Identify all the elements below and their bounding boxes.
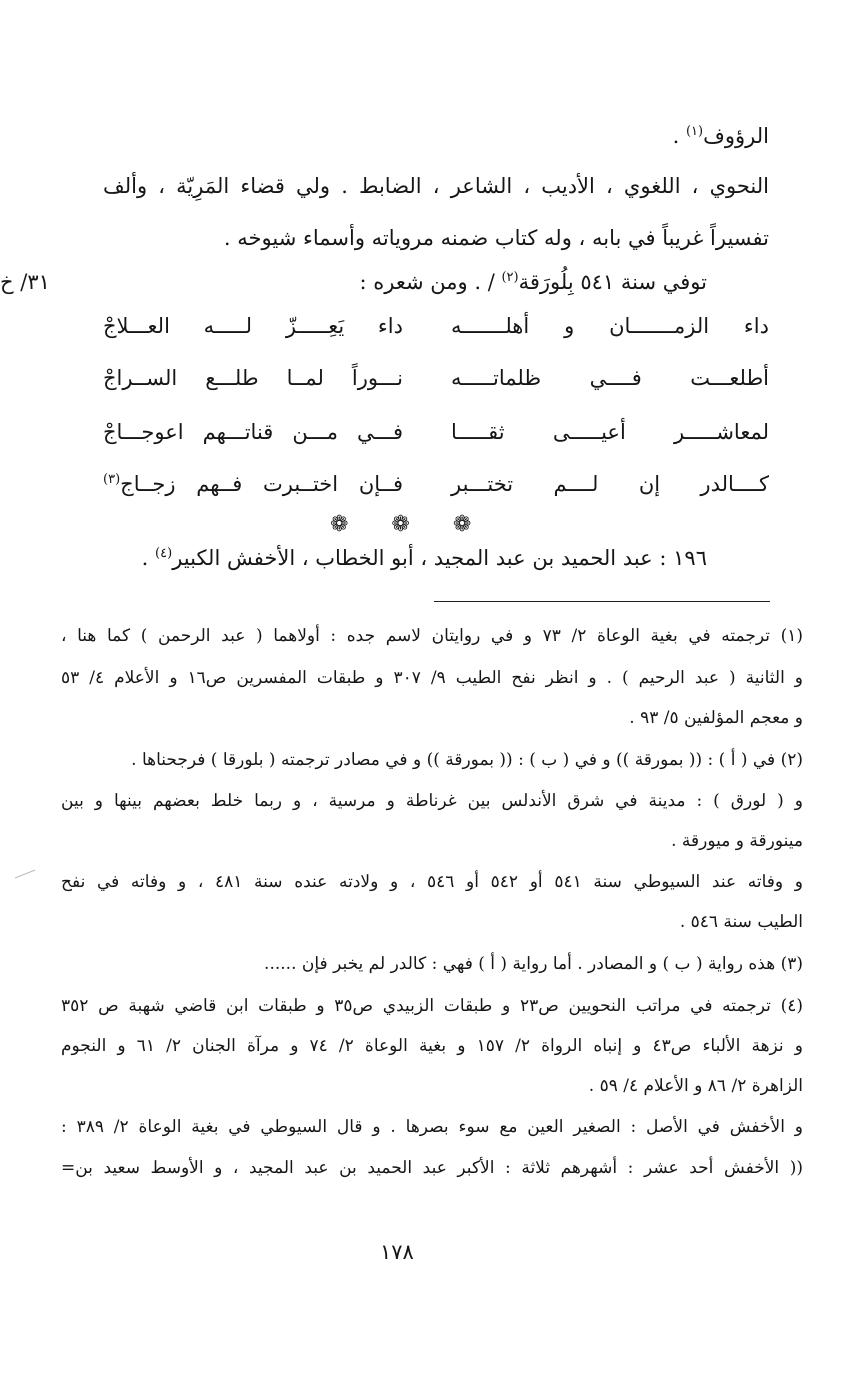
verse-second-hemistich: داء يَعِـــــزّ لـــــه العـــلاجْ <box>103 314 403 338</box>
verse-second-hemistich: فـــي مـــن قناتـــهم اعوجـــاجْ <box>103 420 403 444</box>
verse-first-hemistich: داء الزمـــــــان و أهلـــــــه <box>451 314 769 338</box>
poem-verse <box>103 368 769 404</box>
footnote-line: الطيب سنة ٥٤٦ . <box>679 912 803 932</box>
section-separator: ❁ ❁ ❁ <box>330 512 490 537</box>
footnote-line: (٤) ترجمته في مراتب النحويين ص٢٣ و طبقات الزبيدي ص٣٥ و طبقات ابن قاضي شهبة ص ٣٥٢ <box>61 996 803 1016</box>
bio-line-2: تفسيراً غريباً في بابه ، وله كتاب ضمنه مروياته وأسماء شيوخه . <box>223 226 769 250</box>
poem-verse <box>103 316 769 352</box>
footnote-line: و ( لورق ) : مدينة في شرق الأندلس بين غرناطة و مرسية ، و ربما خلط بعضهم بينها و بين <box>61 791 803 811</box>
footnote-line: (( الأخفش أحد عشر : أشهرهم ثلاثة : الأكبر عبد الحميد بن عبد المجيد ، و الأوسط سعيد بن= <box>61 1158 803 1178</box>
footnote-line: و معجم المؤلفين ٥/ ٩٣ . <box>629 708 803 728</box>
footnote-line: (٢) في ( أ ) : (( بمورقة )) و في ( ب ) : (( بمورقة )) و في مصادر ترجمته ( بلورقا ) فرجحناها . <box>131 750 803 770</box>
death-line <box>360 272 707 293</box>
footnote-line: و وفاته عند السيوطي سنة ٥٤١ أو ٥٤٢ أو ٥٤٦ ، و ولادته عنده سنة ٤٨١ ، و وفاته في نفح <box>61 872 803 892</box>
verse-second-hemistich: نـــوراً لمــا طلـــع الســراجْ <box>103 366 403 390</box>
footnote-line: (١) ترجمته في بغية الوعاة ٢/ ٧٣ و في روايتان لاسم جده : أولاهما ( عبد الرحمن ) كما هنا ، <box>61 626 803 646</box>
footnote-ref-4: (٤) <box>155 546 173 562</box>
page-number: ١٧٨ <box>380 1240 414 1264</box>
entry-heading <box>142 548 707 569</box>
footnote-ref-1: (١) <box>685 124 704 140</box>
footnote-line: و الأخفش في الأصل : الصغير العين مع سوء بصرها . و قال السيوطي في بغية الوعاة ٢/ ٣٨٩ : <box>61 1117 803 1137</box>
verse-first-hemistich: كــــالدر إن لــــم تختـــبر <box>451 472 769 496</box>
footnote-divider <box>434 601 770 602</box>
footnote-line: (٣) هذه رواية ( ب ) و المصادر . أما رواية ( أ ) فهي : كالدر لم يخبر فإن ...... <box>264 954 803 974</box>
footnote-ref-2: (٢) <box>501 270 519 286</box>
verse-first-hemistich: لمعاشـــــر أعيـــــى ثقـــــا <box>451 420 769 444</box>
margin-pencil-mark <box>14 868 36 880</box>
footnote-ref-3: (٣) <box>103 472 121 488</box>
entry-title: عبد الحميد بن عبد المجيد ، أبو الخطاب ، الأخفش الكبير <box>172 546 653 570</box>
continuation-line: الرؤوف$^{(١)}$ . <box>672 124 769 148</box>
footnote-line: مينورقة و ميورقة . <box>671 831 803 851</box>
continuation-text: الرؤوف <box>703 124 769 148</box>
footnote-line: الزاهرة ٢/ ٨٦ و الأعلام ٤/ ٥٩ . <box>588 1076 803 1096</box>
footnote-line: و الثانية ( عبد الرحيم ) . و انظر نفح الطيب ٩/ ٣٠٧ و طبقات المفسرين ص١٦ و الأعلام ٤/ ٥٣ <box>61 668 803 688</box>
death-text: توفي سنة ٥٤١ بِلُورَقة <box>518 270 707 294</box>
poem-verse <box>103 474 769 510</box>
entry-end: . <box>141 546 149 570</box>
entry-number: ١٩٦ : <box>659 546 707 570</box>
verse-second-hemistich <box>103 474 403 495</box>
poem-verse <box>103 422 769 458</box>
death-suffix: / . ومن شعره : <box>359 270 495 294</box>
verse-second-hemistich-text: فــإن اختــبرت فــهم زجــاج <box>120 472 403 496</box>
margin-manuscript-note: ٣١/ خ <box>0 270 50 294</box>
bio-line-1: النحوي ، اللغوي ، الأديب ، الشاعر ، الضابط . ولي قضاء المَرِيّة ، وألف <box>103 174 769 198</box>
verse-first-hemistich: أطلعـــت فــــي ظلماتـــــه <box>451 366 769 390</box>
footnote-line: و نزهة الألباء ص٤٣ و إنباه الرواة ٢/ ١٥٧ و بغية الوعاة ٢/ ٧٤ و مرآة الجنان ٢/ ٦١ و النجوم <box>61 1036 803 1056</box>
